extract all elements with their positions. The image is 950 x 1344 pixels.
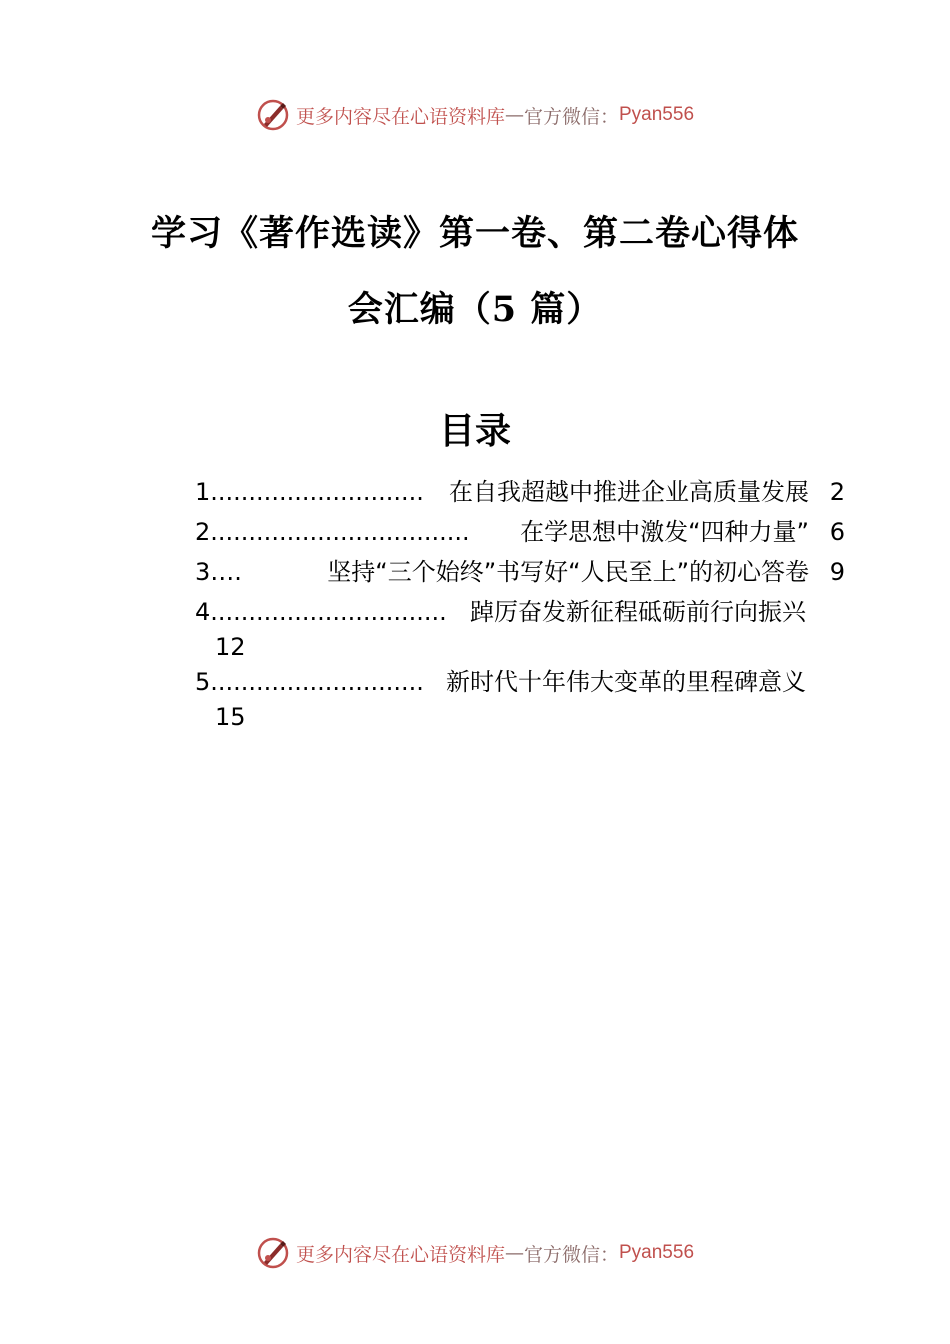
banner-wechat-id: Pyan556 — [619, 104, 695, 125]
banner-separator: — — [504, 1242, 524, 1264]
toc-entry-1[interactable] — [195, 472, 845, 512]
banner-text: 更多内容尽在心语资料库 — [295, 1243, 505, 1266]
toc-entry-title: 在自我超越中推进企业高质量发展 — [449, 478, 809, 506]
pen-seal-icon — [256, 1236, 290, 1270]
banner-separator: — — [504, 104, 524, 126]
document-title-line-1: 学习《著作选读》第一卷、第二卷心得体 — [150, 213, 799, 254]
toc-leader-dots: .................................. — [210, 518, 470, 546]
toc-entry-3[interactable] — [195, 552, 845, 592]
toc-entry-number: 2 — [195, 518, 211, 546]
toc-leader-dots: ............................ — [210, 478, 424, 506]
toc-entry-number: 5 — [195, 668, 211, 696]
toc-entry-page: 9 — [829, 558, 845, 586]
toc-entry-title: 在学思想中激发“四种力量” — [520, 518, 809, 546]
toc-leader-dots: ............................ — [210, 668, 424, 696]
toc-entry-title: 新时代十年伟大变革的里程碑意义 — [446, 668, 806, 696]
banner-label: 官方微信： — [523, 1243, 619, 1266]
document-title-line-2: 会汇编（5 篇） — [347, 289, 603, 330]
toc-leader-dots: ............................... — [210, 598, 447, 626]
toc-entry-4[interactable] — [195, 592, 806, 632]
toc-entry-number: 3 — [195, 558, 211, 586]
banner-text: 更多内容尽在心语资料库 — [295, 105, 505, 128]
toc-entry-page: 15 — [215, 703, 246, 731]
toc-entry-page: 12 — [215, 633, 246, 661]
header-banner — [0, 95, 950, 135]
toc-entry-5[interactable] — [195, 662, 806, 702]
toc-leader-dots: …. — [210, 558, 242, 586]
toc-entry-number: 4 — [195, 598, 211, 626]
toc-entry-page: 2 — [829, 478, 845, 506]
toc-entry-title: 踔厉奋发新征程砥砺前行向振兴 — [470, 598, 806, 626]
toc-heading: 目录 — [438, 410, 511, 452]
banner-label: 官方微信： — [523, 105, 619, 128]
table-of-contents — [195, 472, 845, 732]
footer-banner — [0, 1233, 950, 1273]
toc-entry-title: 坚持“三个始终”书写好“人民至上”的初心答卷 — [327, 558, 809, 586]
toc-entry-page: 6 — [829, 518, 845, 546]
toc-entry-2[interactable] — [195, 512, 845, 552]
toc-entry-number: 1 — [195, 478, 211, 506]
banner-wechat-id: Pyan556 — [619, 1242, 695, 1263]
pen-seal-icon — [256, 98, 290, 132]
